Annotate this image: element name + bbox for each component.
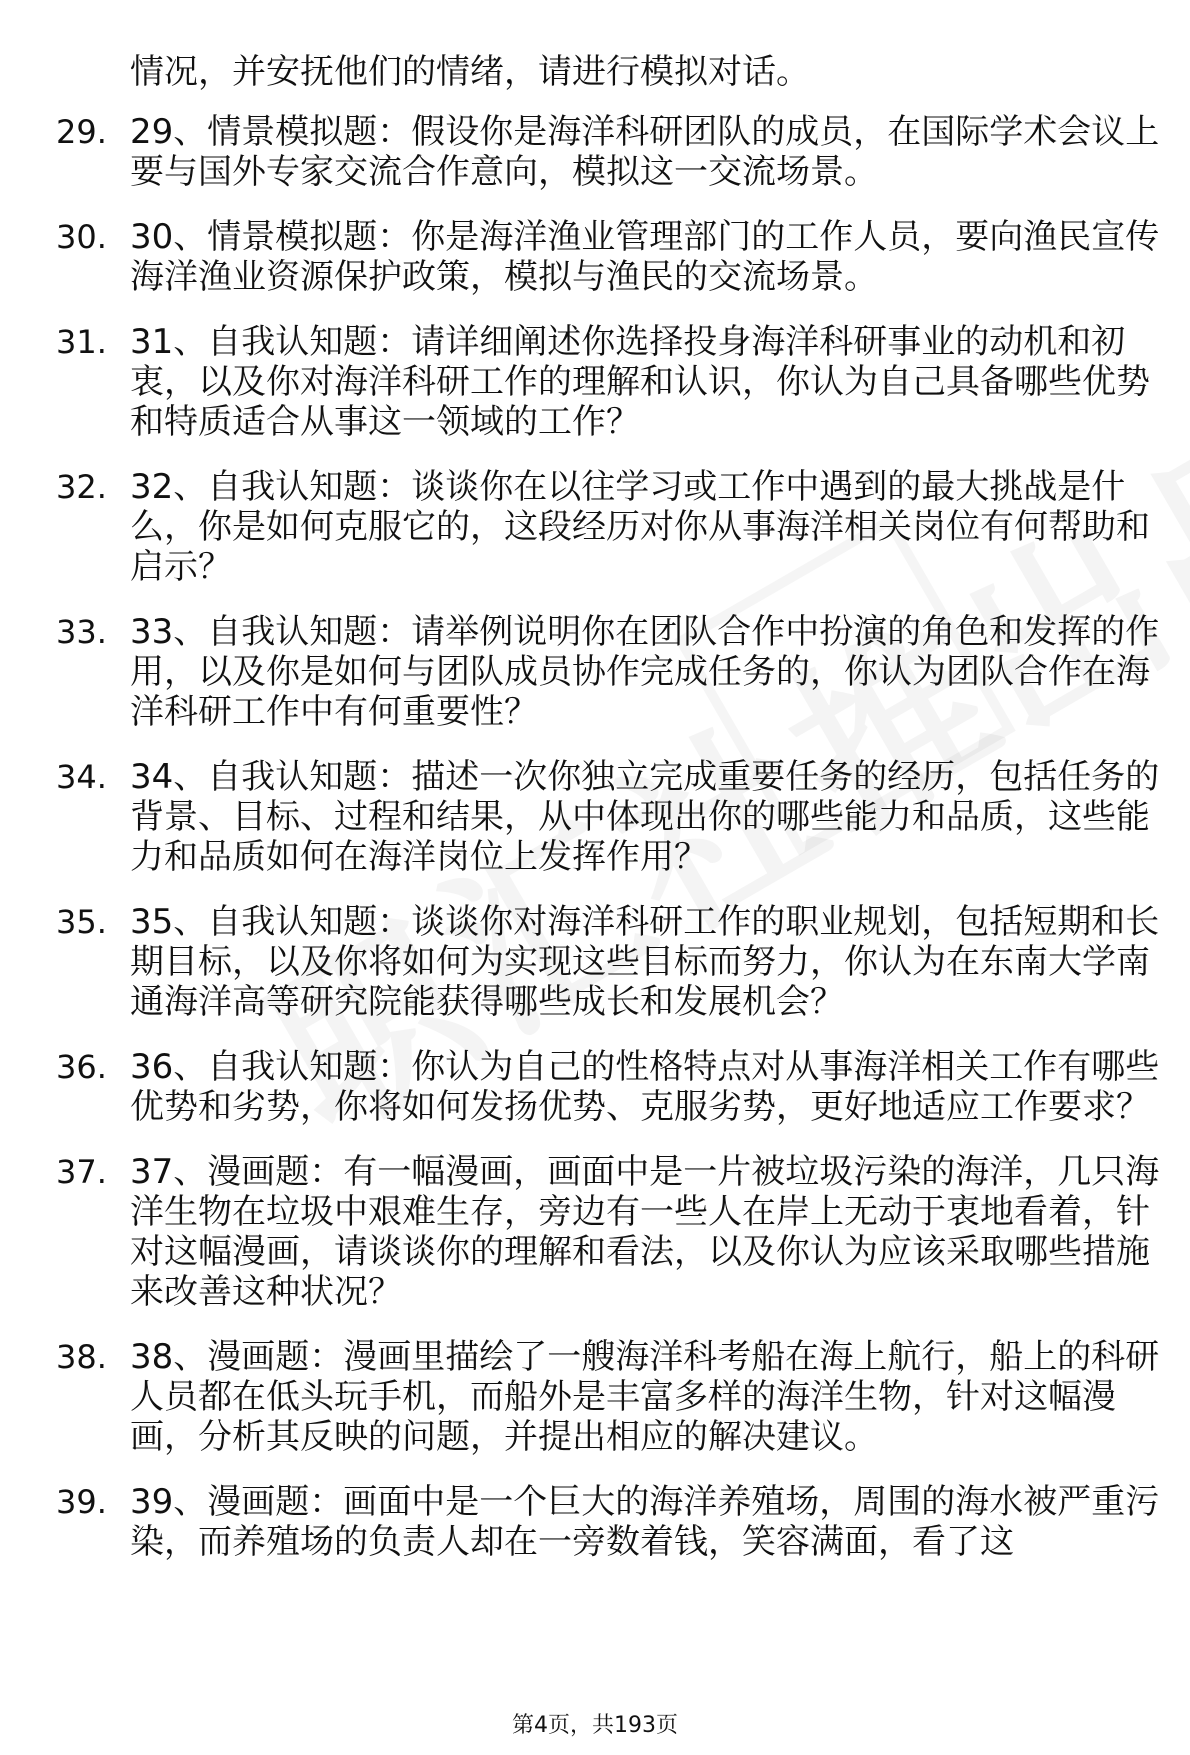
item-text: 39、漫画题：画面中是一个巨大的海洋养殖场，周围的海水被严重污染，而养殖场的负责人却在一旁数着钱，笑容满面，看了这 — [130, 1482, 1160, 1562]
item-number: 31. — [56, 323, 107, 361]
item-number: 33. — [56, 613, 107, 651]
item-text: 31、自我认知题：请详细阐述你选择投身海洋科研事业的动机和初衷，以及你对海洋科研工作的理解和认识，你认为自己具备哪些优势和特质适合从事这一领域的工作？ — [130, 322, 1150, 442]
list-item — [56, 902, 1160, 1022]
item-number: 29. — [56, 113, 107, 151]
item-text: 35、自我认知题：谈谈你对海洋科研工作的职业规划，包括短期和长期目标，以及你将如何为实现这些目标而努力，你认为在东南大学南通海洋高等研究院能获得哪些成长和发展机会？ — [130, 902, 1160, 1022]
question-list — [56, 112, 1160, 1587]
list-item — [56, 217, 1160, 297]
item-text: 32、自我认知题：谈谈你在以往学习或工作中遇到的最大挑战是什么，你是如何克服它的，这段经历对你从事海洋相关岗位有何帮助和启示？ — [130, 467, 1150, 587]
continued-text: 情况，并安抚他们的情绪，请进行模拟对话。 — [130, 52, 810, 92]
list-item — [56, 1047, 1160, 1127]
item-text: 38、漫画题：漫画里描绘了一艘海洋科考船在海上航行，船上的科研人员都在低头玩手机，而船外是丰富多样的海洋生物，针对这幅漫画，分析其反映的问题，并提出相应的解决建议。 — [130, 1337, 1160, 1457]
item-number: 38. — [56, 1338, 107, 1376]
item-text: 30、情景模拟题：你是海洋渔业管理部门的工作人员，要向渔民宣传海洋渔业资源保护政策，模拟与渔民的交流场景。 — [130, 217, 1160, 297]
list-item — [56, 1152, 1160, 1312]
item-number: 36. — [56, 1048, 107, 1086]
item-text: 33、自我认知题：请举例说明你在团队合作中扮演的角色和发挥的作用，以及你是如何与团队成员协作完成任务的，你认为团队合作在海洋科研工作中有何重要性？ — [130, 612, 1160, 732]
item-number: 32. — [56, 468, 107, 506]
list-item — [56, 112, 1160, 192]
list-item — [56, 322, 1160, 442]
list-item — [56, 612, 1160, 732]
item-number: 35. — [56, 903, 107, 941]
list-item — [56, 1482, 1160, 1562]
list-item — [56, 757, 1160, 877]
item-number: 34. — [56, 758, 107, 796]
item-text: 37、漫画题：有一幅漫画，画面中是一片被垃圾污染的海洋，几只海洋生物在垃圾中艰难生存，旁边有一些人在岸上无动于衷地看着，针对这幅漫画，请谈谈你的理解和看法，以及你认为应该采取哪些措施来改善这种状况？ — [130, 1152, 1160, 1312]
list-item — [56, 1337, 1160, 1457]
item-text: 34、自我认知题：描述一次你独立完成重要任务的经历，包括任务的背景、目标、过程和结果，从中体现出你的哪些能力和品质，这些能力和品质如何在海洋岗位上发挥作用？ — [130, 757, 1160, 877]
page-footer: 第4页，共193页 — [512, 1713, 678, 1738]
item-number: 39. — [56, 1483, 107, 1521]
item-number: 30. — [56, 218, 107, 256]
list-item — [56, 467, 1160, 587]
item-number: 37. — [56, 1153, 107, 1191]
item-text: 36、自我认知题：你认为自己的性格特点对从事海洋相关工作有哪些优势和劣势，你将如何发扬优势、克服劣势，更好地适应工作要求？ — [130, 1047, 1160, 1127]
item-text: 29、情景模拟题：假设你是海洋科研团队的成员，在国际学术会议上要与国外专家交流合作意向，模拟这一交流场景。 — [130, 112, 1160, 192]
